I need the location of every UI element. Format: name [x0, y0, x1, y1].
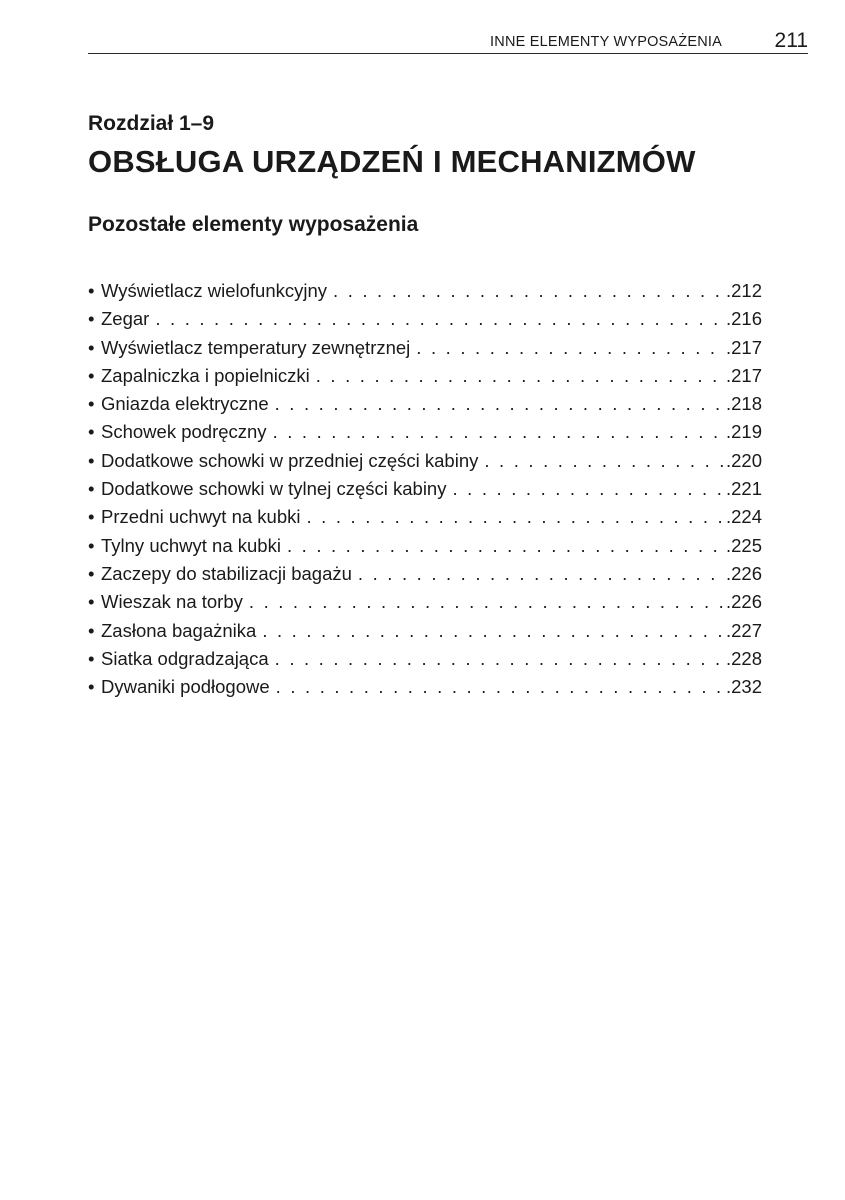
- section-title: Pozostałe elementy wyposażenia: [88, 213, 419, 236]
- toc-item-label: Wyświetlacz wielofunkcyjny: [101, 280, 328, 301]
- toc-item-page: .216: [725, 308, 762, 330]
- dot-leader: [416, 337, 726, 359]
- toc-item-label: Wieszak na torby: [101, 591, 243, 613]
- toc-item-label: Dodatkowe schowki w tylnej części kabiny: [101, 478, 447, 500]
- toc-item[interactable]: [88, 450, 762, 478]
- toc-item[interactable]: [88, 563, 762, 591]
- toc-item-page: .218: [725, 393, 762, 415]
- page-number: 211: [774, 29, 808, 52]
- dot-leader: [275, 648, 726, 670]
- bullet: •: [88, 421, 95, 443]
- bullet: •: [88, 449, 95, 471]
- running-header: [88, 24, 808, 52]
- toc-item-label: Zasłona bagażnika: [101, 619, 257, 641]
- bullet: •: [88, 506, 95, 528]
- toc-item-page: .224: [725, 506, 762, 528]
- dot-leader: [155, 308, 726, 330]
- bullet: •: [88, 393, 95, 415]
- dot-leader: [452, 478, 726, 500]
- bullet: •: [88, 364, 95, 386]
- toc-item-label: Dodatkowe schowki w przedniej części kabiny: [101, 449, 479, 471]
- dot-leader: [273, 421, 726, 443]
- bullet: •: [88, 619, 95, 641]
- table-of-contents: [88, 280, 762, 704]
- toc-item[interactable]: [88, 648, 762, 676]
- toc-item-label: Schowek podręczny: [101, 421, 267, 443]
- toc-item-page: .232: [725, 676, 762, 698]
- dot-leader: [358, 563, 726, 585]
- dot-leader: [249, 591, 726, 613]
- toc-item-page: .217: [725, 336, 762, 358]
- dot-leader: [307, 506, 726, 528]
- dot-leader: [262, 620, 726, 642]
- header-rule: [88, 53, 808, 54]
- toc-item-page: .227: [725, 619, 762, 641]
- toc-item[interactable]: [88, 620, 762, 648]
- toc-item-page: .226: [725, 562, 762, 584]
- bullet: •: [88, 534, 95, 556]
- bullet: •: [88, 647, 95, 669]
- toc-item[interactable]: [88, 535, 762, 563]
- toc-item-label: Zapalniczka i popielniczki: [101, 364, 310, 386]
- toc-item-page: .221: [725, 478, 762, 500]
- toc-item[interactable]: [88, 337, 762, 365]
- toc-item[interactable]: [88, 421, 762, 449]
- bullet: •: [88, 308, 95, 330]
- bullet: •: [88, 676, 95, 698]
- toc-item[interactable]: [88, 308, 762, 336]
- running-title: INNE ELEMENTY WYPOSAŻENIA: [490, 34, 722, 50]
- bullet: •: [88, 478, 95, 500]
- toc-item-label: Tylny uchwyt na kubki: [101, 534, 281, 556]
- toc-item[interactable]: [88, 393, 762, 421]
- toc-item-label: Siatka odgradzająca: [101, 647, 269, 669]
- toc-item[interactable]: [88, 365, 762, 393]
- toc-item[interactable]: [88, 506, 762, 534]
- toc-item-label: Zaczepy do stabilizacji bagażu: [101, 562, 352, 584]
- dot-leader: [287, 535, 726, 557]
- toc-item[interactable]: [88, 280, 762, 308]
- dot-leader: [316, 365, 726, 387]
- dot-leader: [333, 280, 726, 302]
- dot-leader: [275, 393, 726, 415]
- toc-item-page: .212: [725, 280, 762, 301]
- toc-item-label: Wyświetlacz temperatury zewnętrznej: [101, 336, 411, 358]
- toc-item-label: Gniazda elektryczne: [101, 393, 269, 415]
- chapter-label: Rozdział 1–9: [88, 112, 215, 135]
- toc-item[interactable]: [88, 591, 762, 619]
- bullet: •: [88, 591, 95, 613]
- toc-item-label: Dywaniki podłogowe: [101, 676, 270, 698]
- toc-item-label: Przedni uchwyt na kubki: [101, 506, 301, 528]
- bullet: •: [88, 336, 95, 358]
- bullet: •: [88, 280, 95, 301]
- toc-item-label: Zegar: [101, 308, 150, 330]
- toc-item-page: .219: [725, 421, 762, 443]
- toc-item-page: .226: [725, 591, 762, 613]
- toc-item-page: .228: [725, 647, 762, 669]
- toc-item[interactable]: [88, 676, 762, 704]
- toc-item-page: .225: [725, 534, 762, 556]
- bullet: •: [88, 562, 95, 584]
- chapter-title: OBSŁUGA URZĄDZEŃ I MECHANIZMÓW: [88, 144, 696, 179]
- toc-item-page: .217: [725, 364, 762, 386]
- toc-item-page: .220: [725, 449, 762, 471]
- dot-leader: [276, 676, 726, 698]
- toc-item[interactable]: [88, 478, 762, 506]
- dot-leader: [484, 450, 726, 472]
